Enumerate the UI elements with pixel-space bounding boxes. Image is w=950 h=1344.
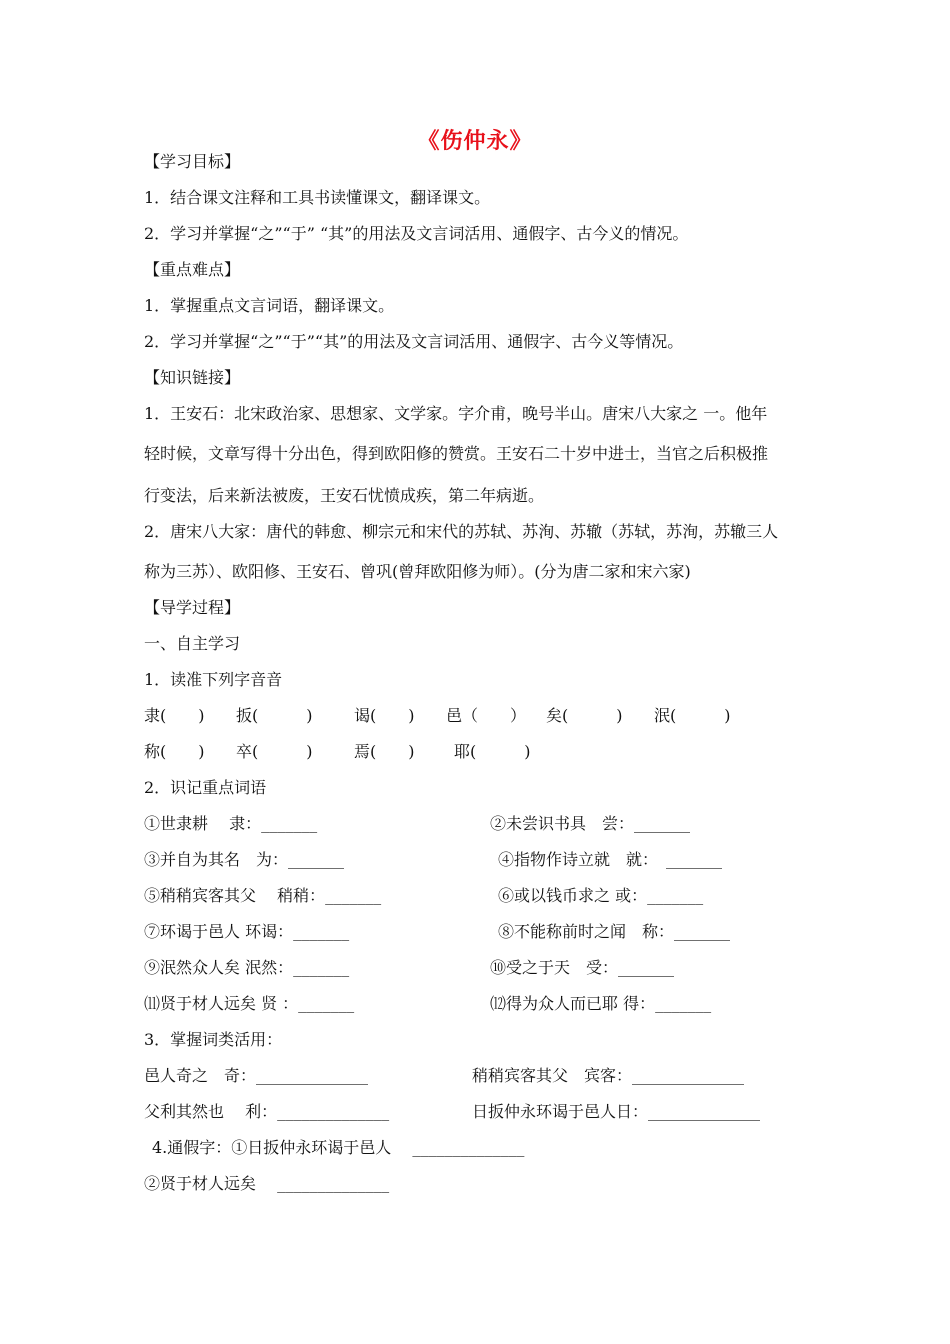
section-heading-knowledge: 【知识链接】	[144, 368, 241, 387]
word-item: ⑨泯然众人矣 泯然：_______	[144, 958, 350, 977]
self-study-heading: 一、自主学习	[144, 634, 241, 653]
pron-item: 泯( )	[654, 706, 731, 725]
activation-item: 邑人奇之 奇：______________	[144, 1066, 369, 1085]
knowledge-2-line-2: 称为三苏）、欧阳修、王安石、曾巩(曾拜欧阳修为师）。(分为唐二家和宋六家)	[144, 562, 691, 581]
word-item: ③并自为其名 为：_______	[144, 850, 345, 869]
knowledge-1-line-3: 行变法，后来新法被废，王安石忧愤成疾，第二年病逝。	[144, 486, 545, 505]
pron-item: 邑（ ）	[446, 706, 527, 725]
activation-heading: 3．掌握词类活用：	[144, 1030, 283, 1049]
word-item: ①世隶耕 隶：_______	[144, 814, 318, 833]
word-item: ⑥或以钱币求之 或：_______	[498, 886, 704, 905]
word-item: ⑦环谒于邑人 环谒：_______	[144, 922, 350, 941]
goal-item-2: 2．学习并掌握“之”“于” “其”的用法及文言词活用、通假字、古今义的情况。	[144, 224, 689, 243]
word-item: ④指物作诗立就 就： _______	[498, 850, 723, 869]
word-item: ⑧不能称前时之闻 称：_______	[498, 922, 731, 941]
word-item: ⑾贤于材人远矣 贤 ：_______	[144, 994, 355, 1013]
activation-item: 稍稍宾客其父 宾客：______________	[472, 1066, 745, 1085]
activation-item: 父利其然也 利：______________	[144, 1102, 390, 1121]
knowledge-1-line-1: 1．王安石：北宋政治家、思想家、文学家。字介甫，晚号半山。唐宋八大家之 一。他年	[144, 404, 768, 423]
pron-item: 矣( )	[546, 706, 623, 725]
pron-item: 称( )	[144, 742, 205, 761]
section-heading-guide: 【导学过程】	[144, 598, 241, 617]
section-heading-key-points: 【重点难点】	[144, 260, 241, 279]
key-words-heading: 2．识记重点词语	[144, 778, 267, 797]
pron-item: 耶( )	[454, 742, 531, 761]
key-item-1: 1．掌握重点文言词语，翻译课文。	[144, 296, 395, 315]
word-item: ②未尝识书具 尝：_______	[490, 814, 691, 833]
document-title: 《伤仲永》	[417, 128, 533, 154]
tongjia-item-2: ②贤于材人远矣 ______________	[144, 1174, 390, 1193]
section-heading-goals: 【学习目标】	[144, 152, 241, 171]
tongjia-item-1: 4.通假字：①日扳仲永环谒于邑人 ______________	[152, 1138, 525, 1157]
pron-item: 谒( )	[354, 706, 415, 725]
pron-item: 隶( )	[144, 706, 205, 725]
knowledge-2-line-1: 2．唐宋八大家：唐代的韩愈、柳宗元和宋代的苏轼、苏洵、苏辙（苏轼，苏洵，苏辙三人	[144, 522, 779, 541]
pron-item: 卒( )	[236, 742, 313, 761]
activation-item: 日扳仲永环谒于邑人日：______________	[472, 1102, 761, 1121]
word-item: ⑩受之于天 受：_______	[490, 958, 675, 977]
word-item: ⑤稍稍宾客其父 稍稍：_______	[144, 886, 382, 905]
key-item-2: 2．学习并掌握“之”“于”“其”的用法及文言词活用、通假字、古今义等情况。	[144, 332, 684, 351]
goal-item-1: 1．结合课文注释和工具书读懂课文，翻译课文。	[144, 188, 491, 207]
knowledge-1-line-2: 轻时候，文章写得十分出色，得到欧阳修的赞赏。王安石二十岁中进士，当官之后积极推	[144, 444, 769, 463]
pron-item: 焉( )	[354, 742, 415, 761]
word-item: ⑿得为众人而已耶 得：_______	[490, 994, 712, 1013]
pron-item: 扳( )	[236, 706, 313, 725]
pronunciation-heading: 1．读准下列字音音	[144, 670, 283, 689]
